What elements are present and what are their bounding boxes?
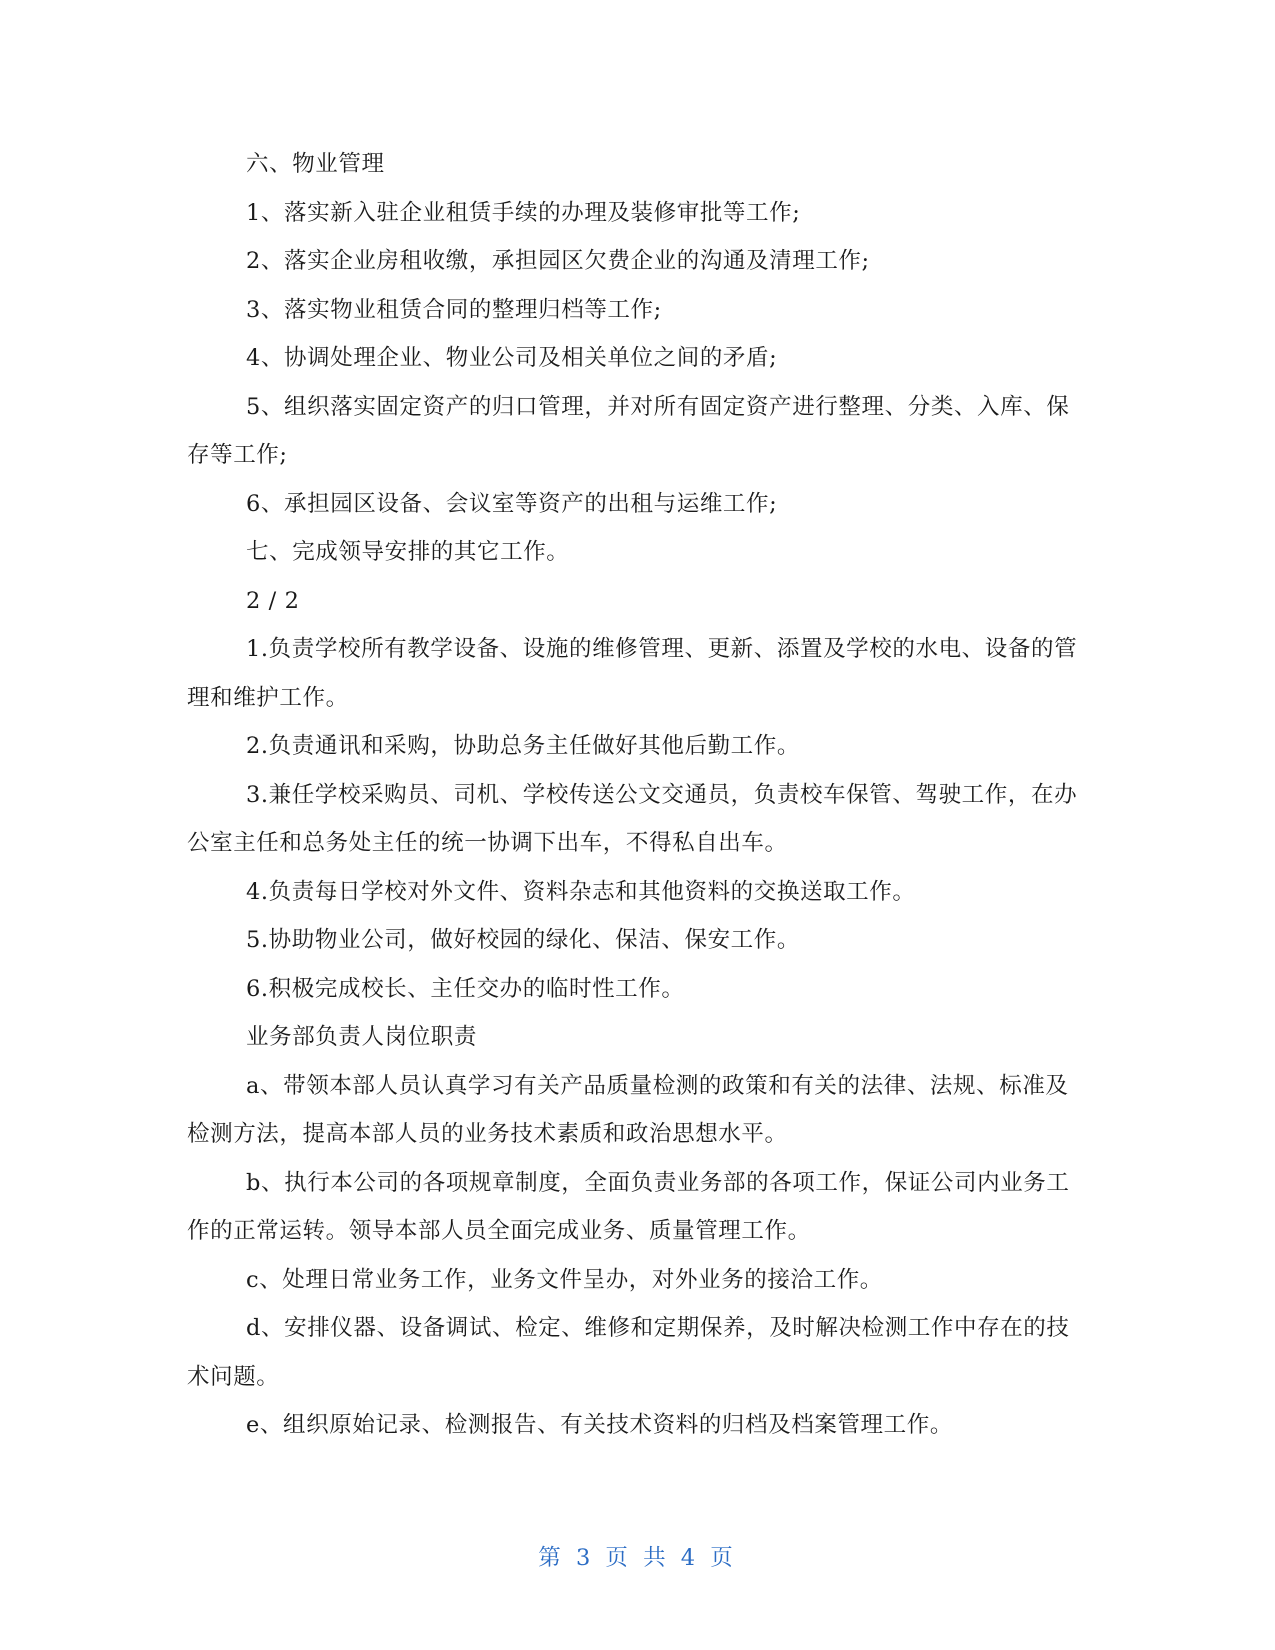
list-item: 6、承担园区设备、会议室等资产的出租与运维工作; (246, 490, 778, 517)
section-heading-business-dept: 业务部负责人岗位职责 (246, 1024, 478, 1050)
list-item: 2、落实企业房租收缴，承担园区欠费企业的沟通及清理工作; (246, 248, 870, 274)
list-item: 3、落实物业租赁合同的整理归档等工作; (246, 296, 662, 323)
list-item: c、处理日常业务工作，业务文件呈办，对外业务的接洽工作。 (246, 1266, 883, 1293)
list-item: 4、协调处理企业、物业公司及相关单位之间的矛盾; (246, 345, 778, 371)
list-item: 2.负责通讯和采购，协助总务主任做好其他后勤工作。 (246, 733, 800, 759)
document-body (187, 140, 1080, 1450)
inline-page-marker: 2 / 2 (246, 587, 300, 614)
list-item: 3.兼任学校采购员、司机、学校传送公文交通员，负责校车保管、驾驶工作，在办公室主任和总务处主任的统一协调下出车，不得私自出车。 (187, 781, 1078, 856)
list-item: 1、落实新入驻企业租赁手续的办理及装修审批等工作; (246, 199, 801, 226)
section-heading-property-management: 六、物业管理 (246, 151, 385, 177)
list-item: 4.负责每日学校对外文件、资料杂志和其他资料的交换送取工作。 (246, 878, 916, 905)
list-item: 6.积极完成校长、主任交办的临时性工作。 (246, 975, 685, 1002)
list-item: 5.协助物业公司，做好校园的绿化、保洁、保安工作。 (246, 927, 800, 953)
list-item: 5、组织落实固定资产的归口管理，并对所有固定资产进行整理、分类、入库、保存等工作; (187, 393, 1070, 468)
page-footer: 第 3 页 共 4 页 (538, 1545, 737, 1571)
list-item: e、组织原始记录、检测报告、有关技术资料的归档及档案管理工作。 (246, 1412, 953, 1438)
list-item: a、带领本部人员认真学习有关产品质量检测的政策和有关的法律、法规、标准及检测方法，提高本部人员的业务技术素质和政治思想水平。 (187, 1072, 1069, 1147)
list-item: 1.负责学校所有教学设备、设施的维修管理、更新、添置及学校的水电、设备的管理和维护工作。 (187, 636, 1078, 711)
list-item: b、执行本公司的各项规章制度，全面负责业务部的各项工作，保证公司内业务工作的正常运转。领导本部人员全面完成业务、质量管理工作。 (187, 1169, 1070, 1244)
list-item: d、安排仪器、设备调试、检定、维修和定期保养，及时解决检测工作中存在的技术问题。 (187, 1315, 1070, 1390)
section-heading-other-work: 七、完成领导安排的其它工作。 (246, 539, 570, 565)
